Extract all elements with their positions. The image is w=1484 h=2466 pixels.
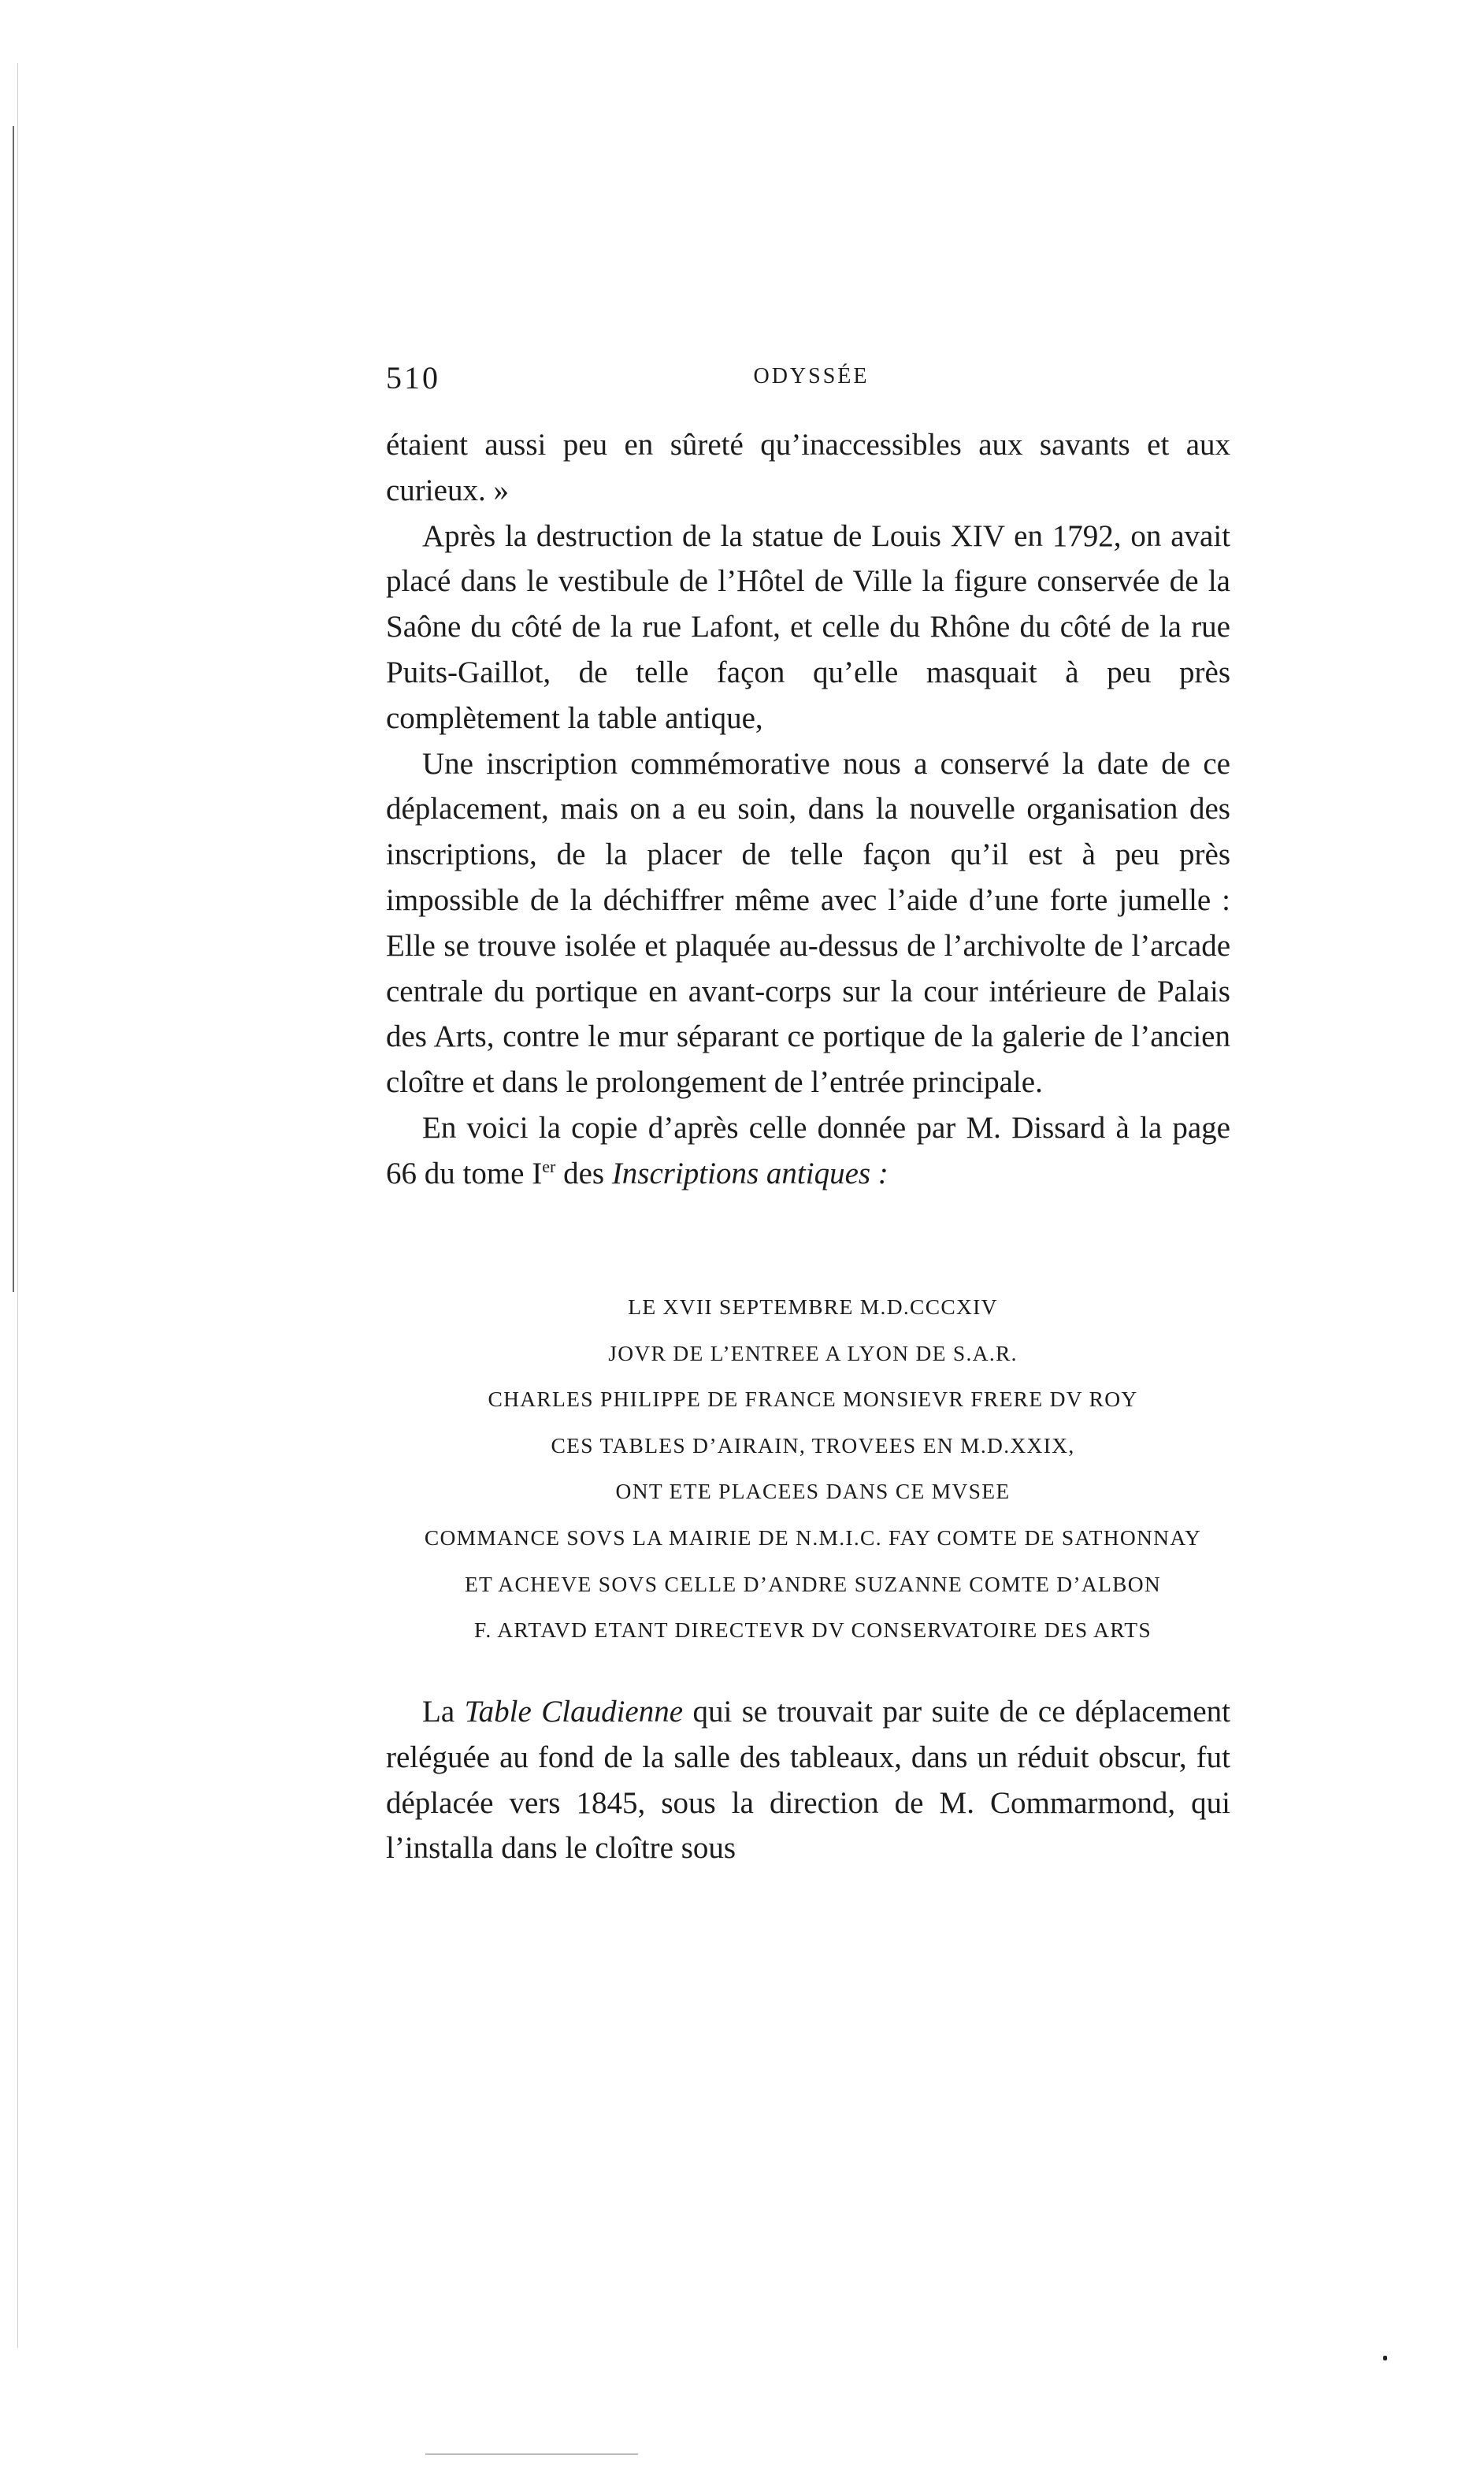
copy-source-text: En voici la copie d’après celle donnée par M. Dissard à la page 66 du tome I: [386, 1110, 1230, 1190]
closing-start: La: [422, 1695, 465, 1729]
inscription-line: ONT ETE PLACEES DANS CE MVSEE: [615, 1479, 1011, 1504]
inscription-line: ET ACHEVE SOVS CELLE D’ANDRE SUZANNE COMTE D’ALBON: [464, 1571, 1162, 1596]
closing-rest: qui se trouvait par suite de ce déplacement reléguée au fond de la salle des tableaux, dans un réduit obscur, fut déplacée vers 1845, sous la direction de M. Commarmond, qui l’installa dans le cloître sous: [386, 1695, 1230, 1866]
closing-text: [386, 1689, 1230, 1871]
ink-speck: [1383, 2356, 1387, 2360]
running-head: [386, 359, 1237, 407]
running-title: ODYSSÉE: [753, 364, 870, 388]
inscription-line: COMMANCE SOVS LA MAIRIE DE N.M.I.C. FAY COMTE DE SATHONNAY: [424, 1525, 1202, 1550]
paragraph-inscription: Une inscription commémorative nous a conservé la date de ce déplacement, mais on a eu soin, dans la nouvelle organisation des inscriptions, de la placer de telle façon qu’il est à peu près impossible de la déchiffrer même avec l’aide d’une forte jumelle : Elle se trouve isolée et plaquée au-dessus de l’archivolte de l’arcade centrale du portique en avant-corps sur la cour intérieure de Palais des Arts, contre le mur séparant ce portique de la galerie de l’ancien cloître et dans le prolongement de l’entrée principale.: [386, 746, 1230, 1100]
inscription-line: LE XVII SEPTEMBRE M.D.CCCXIV: [628, 1294, 998, 1319]
paragraph-table-claudienne: [386, 1689, 1230, 1871]
paragraph-copy-source: [386, 1105, 1230, 1197]
paragraph-statue: Après la destruction de la statue de Louis XIV en 1792, on avait placé dans le vestibule de l’Hôtel de Ville la figure conservée de la Saône du côté de la rue Lafont, et celle du Rhône du côté de la rue Puits-Gaillot, de telle façon qu’elle masquait à peu près complètement la table antique,: [386, 518, 1230, 735]
copy-source-des: des: [555, 1156, 612, 1190]
scan-margin-line: [17, 63, 18, 2348]
title-table-claudienne: Table Claudienne: [464, 1695, 684, 1729]
main-text: [386, 422, 1230, 1197]
inscription-line: CHARLES PHILIPPE DE FRANCE MONSIEVR FRERE DV ROY: [488, 1387, 1138, 1412]
paragraph-continuation: étaient aussi peu en sûreté qu’inaccessibles aux savants et aux curieux. »: [386, 428, 1230, 507]
inscription-line: F. ARTAVD ETANT DIRECTEVR DV CONSERVATOIRE DES ARTS: [474, 1617, 1152, 1643]
inscription-line: CES TABLES D’AIRAIN, TROVEES EN M.D.XXIX,: [551, 1432, 1075, 1458]
page-number: 510: [386, 360, 440, 396]
scan-binding-edge: [13, 126, 14, 1292]
scan-bottom-mark: [425, 2453, 638, 2455]
commemorative-inscription: [370, 1284, 1256, 1654]
inscription-line: JOVR DE L’ENTREE A LYON DE S.A.R.: [608, 1340, 1018, 1365]
superscript-er: er: [542, 1156, 556, 1176]
book-title-inscriptions: Inscriptions antiques :: [611, 1156, 889, 1190]
